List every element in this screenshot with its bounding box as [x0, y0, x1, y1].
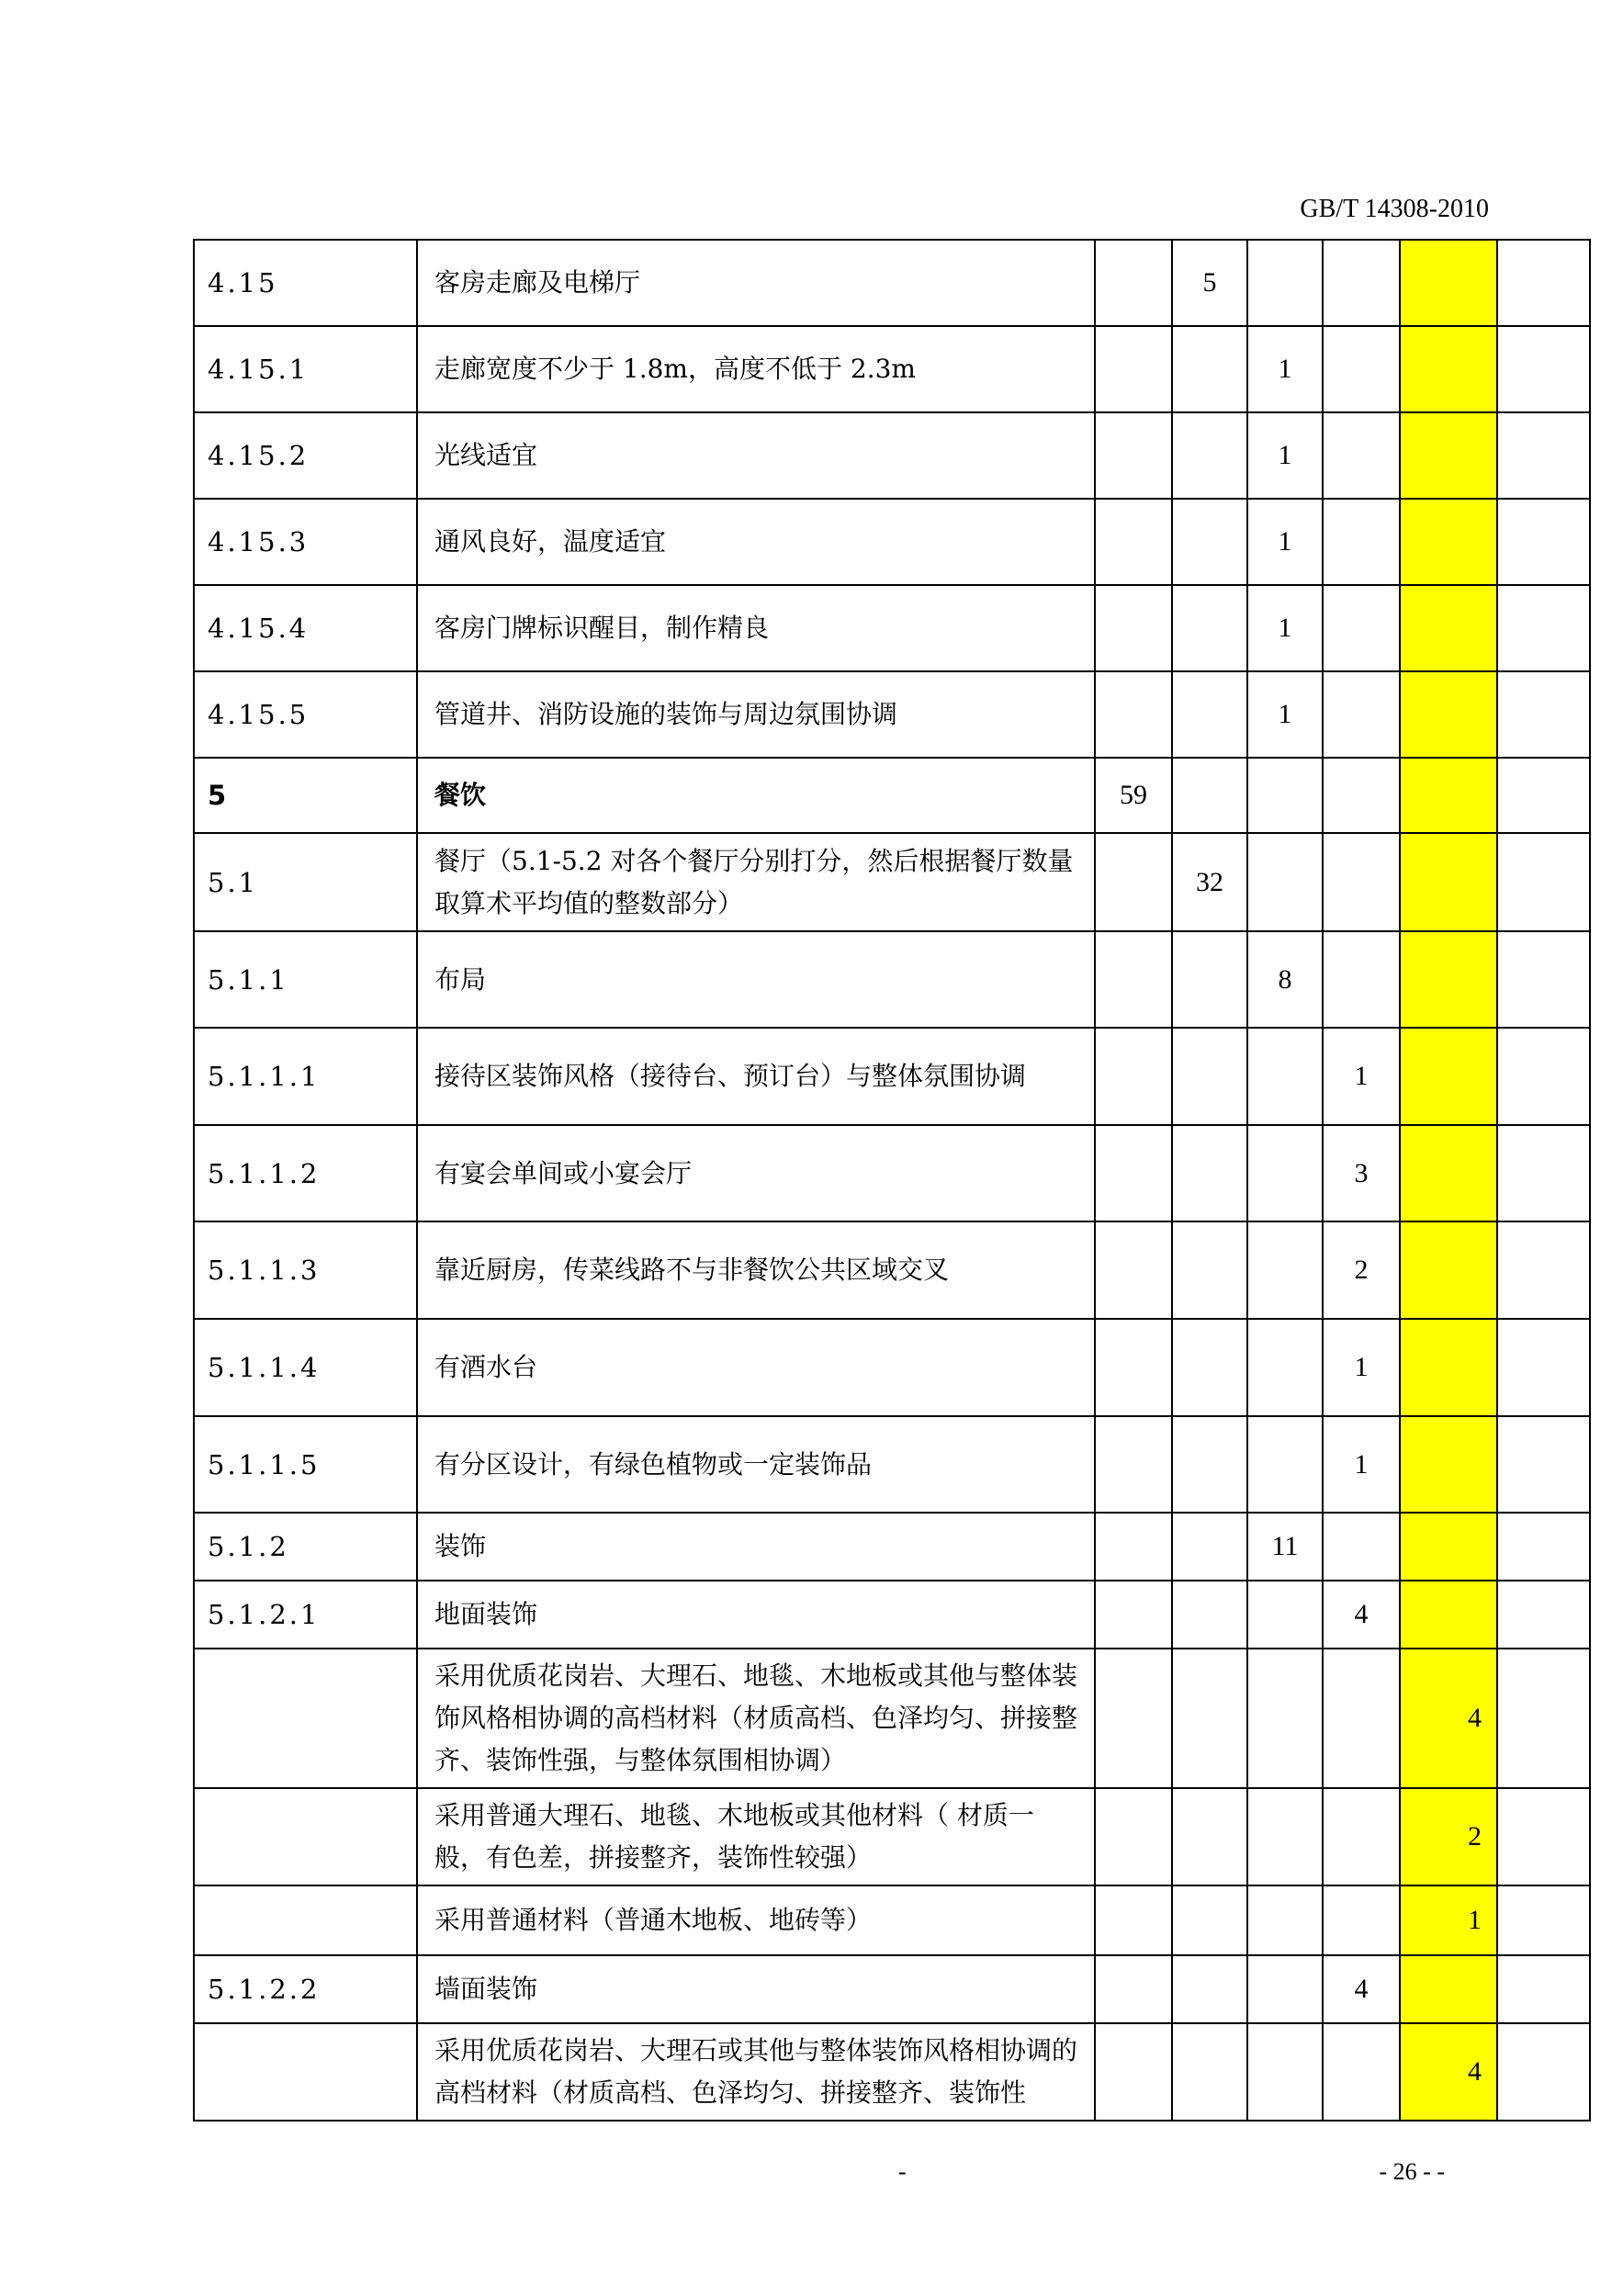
score-level-1: [1095, 1788, 1172, 1885]
item-number: 4.15.4: [194, 585, 417, 671]
score-level-1: [1095, 412, 1172, 499]
option-score: 1: [1400, 1885, 1497, 1955]
score-level-4: [1323, 499, 1400, 585]
score-level-3: [1247, 1125, 1323, 1221]
item-number: [194, 1885, 417, 1955]
score-level-1: [1095, 326, 1172, 412]
item-number: 4.15: [194, 240, 417, 326]
score-level-4: 2: [1323, 1221, 1400, 1319]
table-row: [194, 240, 1590, 326]
score-level-3: [1247, 1581, 1323, 1649]
actual-score: [1497, 2023, 1590, 2121]
item-number: 5.1.2: [194, 1513, 417, 1581]
item-description: 采用优质花岗岩、大理石、地毯、木地板或其他与整体装饰风格相协调的高档材料（材质高档、色泽均匀、拼接整齐、装饰性强，与整体氛围相协调）: [417, 1649, 1095, 1788]
option-score: 2: [1400, 1788, 1497, 1885]
item-description: 采用优质花岗岩、大理石或其他与整体装饰风格相协调的高档材料（材质高档、色泽均匀、拼接整齐、装饰性: [417, 2023, 1095, 2121]
score-level-2: [1172, 412, 1247, 499]
footer-dash: -: [898, 2158, 907, 2185]
item-number: 5.1.1.3: [194, 1221, 417, 1319]
actual-score: [1497, 1221, 1590, 1319]
actual-score: [1497, 931, 1590, 1028]
item-description: 靠近厨房，传菜线路不与非餐饮公共区域交叉: [417, 1221, 1095, 1319]
option-score: [1400, 1955, 1497, 2023]
actual-score: [1497, 1416, 1590, 1513]
table-row: [194, 585, 1590, 671]
score-level-2: [1172, 499, 1247, 585]
actual-score: [1497, 585, 1590, 671]
score-level-1: [1095, 1581, 1172, 1649]
item-description: 光线适宜: [417, 412, 1095, 499]
score-level-1: [1095, 1221, 1172, 1319]
score-level-1: [1095, 1955, 1172, 2023]
actual-score: [1497, 1788, 1590, 1885]
actual-score: [1497, 671, 1590, 758]
option-score: 4: [1400, 2023, 1497, 2121]
option-score: [1400, 1319, 1497, 1416]
item-number: [194, 1649, 417, 1788]
score-level-3: [1247, 2023, 1323, 2121]
item-description: 接待区装饰风格（接待台、预订台）与整体氛围协调: [417, 1028, 1095, 1125]
score-level-1: [1095, 931, 1172, 1028]
item-description: 管道井、消防设施的装饰与周边氛围协调: [417, 671, 1095, 758]
item-description: 有分区设计，有绿色植物或一定装饰品: [417, 1416, 1095, 1513]
score-level-4: [1323, 671, 1400, 758]
score-level-2: [1172, 1319, 1247, 1416]
score-level-1: [1095, 1319, 1172, 1416]
item-number: 5.1.1: [194, 931, 417, 1028]
actual-score: [1497, 326, 1590, 412]
score-level-4: [1323, 931, 1400, 1028]
item-description: 客房门牌标识醒目，制作精良: [417, 585, 1095, 671]
table-row: [194, 1885, 1590, 1955]
option-score: [1400, 833, 1497, 931]
item-description: 客房走廊及电梯厅: [417, 240, 1095, 326]
option-score: [1400, 499, 1497, 585]
option-score: [1400, 1513, 1497, 1581]
option-score: [1400, 671, 1497, 758]
score-level-3: [1247, 1416, 1323, 1513]
score-level-1: [1095, 499, 1172, 585]
item-number: 5.1.1.2: [194, 1125, 417, 1221]
item-description: 布局: [417, 931, 1095, 1028]
table-row: [194, 1955, 1590, 2023]
table-row: [194, 1649, 1590, 1788]
score-level-2: 5: [1172, 240, 1247, 326]
score-level-1: 59: [1095, 758, 1172, 833]
actual-score: [1497, 1513, 1590, 1581]
score-level-1: [1095, 585, 1172, 671]
option-score: [1400, 1125, 1497, 1221]
table-row: [194, 671, 1590, 758]
item-description: 通风良好，温度适宜: [417, 499, 1095, 585]
page-number: - 26 - -: [1379, 2158, 1445, 2185]
scoring-table: [193, 239, 1591, 2122]
option-score: 4: [1400, 1649, 1497, 1788]
score-level-4: 1: [1323, 1028, 1400, 1125]
table-row: [194, 1416, 1590, 1513]
score-level-3: 1: [1247, 585, 1323, 671]
actual-score: [1497, 1885, 1590, 1955]
item-description: 墙面装饰: [417, 1955, 1095, 2023]
score-level-2: [1172, 671, 1247, 758]
score-level-3: [1247, 1319, 1323, 1416]
table-row: [194, 1788, 1590, 1885]
item-description: 地面装饰: [417, 1581, 1095, 1649]
score-level-2: [1172, 1221, 1247, 1319]
table-row: [194, 1028, 1590, 1125]
table-row: [194, 1581, 1590, 1649]
item-number: 4.15.1: [194, 326, 417, 412]
score-level-2: [1172, 1581, 1247, 1649]
item-number: 5.1.2.1: [194, 1581, 417, 1649]
item-number: 5.1.2.2: [194, 1955, 417, 2023]
score-level-2: [1172, 1955, 1247, 2023]
table-row: [194, 2023, 1590, 2121]
item-number: 5: [194, 758, 417, 833]
score-level-3: [1247, 1788, 1323, 1885]
score-level-4: 1: [1323, 1319, 1400, 1416]
table-row: [194, 1319, 1590, 1416]
score-level-4: [1323, 240, 1400, 326]
table-row: [194, 326, 1590, 412]
item-description: 餐厅（5.1-5.2 对各个餐厅分别打分，然后根据餐厅数量取算术平均值的整数部分）: [417, 833, 1095, 931]
score-level-2: [1172, 1125, 1247, 1221]
score-level-4: [1323, 2023, 1400, 2121]
score-level-2: [1172, 2023, 1247, 2121]
option-score: [1400, 1416, 1497, 1513]
actual-score: [1497, 240, 1590, 326]
option-score: [1400, 1028, 1497, 1125]
score-level-2: [1172, 1513, 1247, 1581]
score-level-3: [1247, 833, 1323, 931]
option-score: [1400, 758, 1497, 833]
standard-code: GB/T 14308-2010: [1300, 195, 1489, 223]
table-row: [194, 1221, 1590, 1319]
score-level-2: [1172, 1416, 1247, 1513]
item-number: [194, 1788, 417, 1885]
option-score: [1400, 1581, 1497, 1649]
score-level-3: 1: [1247, 499, 1323, 585]
item-description: 采用普通大理石、地毯、木地板或其他材料（ 材质一般，有色差，拼接整齐，装饰性较强）: [417, 1788, 1095, 1885]
table-row: [194, 931, 1590, 1028]
score-level-4: [1323, 585, 1400, 671]
option-score: [1400, 1221, 1497, 1319]
actual-score: [1497, 1319, 1590, 1416]
score-level-4: [1323, 833, 1400, 931]
score-level-3: 1: [1247, 671, 1323, 758]
score-level-1: [1095, 1513, 1172, 1581]
option-score: [1400, 412, 1497, 499]
item-number: 5.1.1.1: [194, 1028, 417, 1125]
table-row: [194, 499, 1590, 585]
score-level-4: 4: [1323, 1955, 1400, 2023]
table-row: [194, 1513, 1590, 1581]
score-level-3: 11: [1247, 1513, 1323, 1581]
actual-score: [1497, 1125, 1590, 1221]
score-level-4: 4: [1323, 1581, 1400, 1649]
score-level-3: [1247, 1028, 1323, 1125]
score-level-3: 1: [1247, 412, 1323, 499]
actual-score: [1497, 1955, 1590, 2023]
actual-score: [1497, 758, 1590, 833]
item-number: 4.15.2: [194, 412, 417, 499]
score-level-4: [1323, 326, 1400, 412]
score-level-2: 32: [1172, 833, 1247, 931]
table-row: [194, 1125, 1590, 1221]
actual-score: [1497, 1028, 1590, 1125]
score-level-2: [1172, 931, 1247, 1028]
score-level-4: [1323, 1649, 1400, 1788]
item-description: 有宴会单间或小宴会厅: [417, 1125, 1095, 1221]
actual-score: [1497, 1649, 1590, 1788]
score-level-1: [1095, 1885, 1172, 1955]
actual-score: [1497, 412, 1590, 499]
item-number: 5.1.1.4: [194, 1319, 417, 1416]
item-description: 采用普通材料（普通木地板、地砖等）: [417, 1885, 1095, 1955]
score-level-4: [1323, 1513, 1400, 1581]
item-number: 4.15.5: [194, 671, 417, 758]
score-level-2: [1172, 1885, 1247, 1955]
score-level-4: [1323, 1885, 1400, 1955]
option-score: [1400, 326, 1497, 412]
score-level-3: [1247, 1649, 1323, 1788]
table-row: [194, 758, 1590, 833]
score-level-2: [1172, 1028, 1247, 1125]
actual-score: [1497, 499, 1590, 585]
option-score: [1400, 931, 1497, 1028]
item-number: [194, 2023, 417, 2121]
score-level-1: [1095, 240, 1172, 326]
score-level-3: 8: [1247, 931, 1323, 1028]
score-level-4: [1323, 1788, 1400, 1885]
table-row: [194, 412, 1590, 499]
item-number: 4.15.3: [194, 499, 417, 585]
item-number: 5.1: [194, 833, 417, 931]
score-level-3: [1247, 1955, 1323, 2023]
item-number: 5.1.1.5: [194, 1416, 417, 1513]
score-level-3: [1247, 758, 1323, 833]
score-level-2: [1172, 1649, 1247, 1788]
score-level-2: [1172, 585, 1247, 671]
table-row: [194, 833, 1590, 931]
score-level-4: [1323, 758, 1400, 833]
score-level-1: [1095, 1649, 1172, 1788]
actual-score: [1497, 1581, 1590, 1649]
score-level-4: 3: [1323, 1125, 1400, 1221]
score-level-1: [1095, 1028, 1172, 1125]
item-description: 装饰: [417, 1513, 1095, 1581]
score-level-4: 1: [1323, 1416, 1400, 1513]
actual-score: [1497, 833, 1590, 931]
score-level-2: [1172, 1788, 1247, 1885]
item-description: 有酒水台: [417, 1319, 1095, 1416]
score-level-1: [1095, 2023, 1172, 2121]
option-score: [1400, 585, 1497, 671]
item-description: 走廊宽度不少于 1.8m，高度不低于 2.3m: [417, 326, 1095, 412]
item-description: 餐饮: [417, 758, 1095, 833]
score-level-3: [1247, 1221, 1323, 1319]
score-level-2: [1172, 758, 1247, 833]
score-level-1: [1095, 671, 1172, 758]
score-level-1: [1095, 1125, 1172, 1221]
option-score: [1400, 240, 1497, 326]
score-level-1: [1095, 1416, 1172, 1513]
score-level-4: [1323, 412, 1400, 499]
score-level-3: [1247, 1885, 1323, 1955]
score-level-1: [1095, 833, 1172, 931]
score-level-2: [1172, 326, 1247, 412]
score-level-3: [1247, 240, 1323, 326]
score-level-3: 1: [1247, 326, 1323, 412]
